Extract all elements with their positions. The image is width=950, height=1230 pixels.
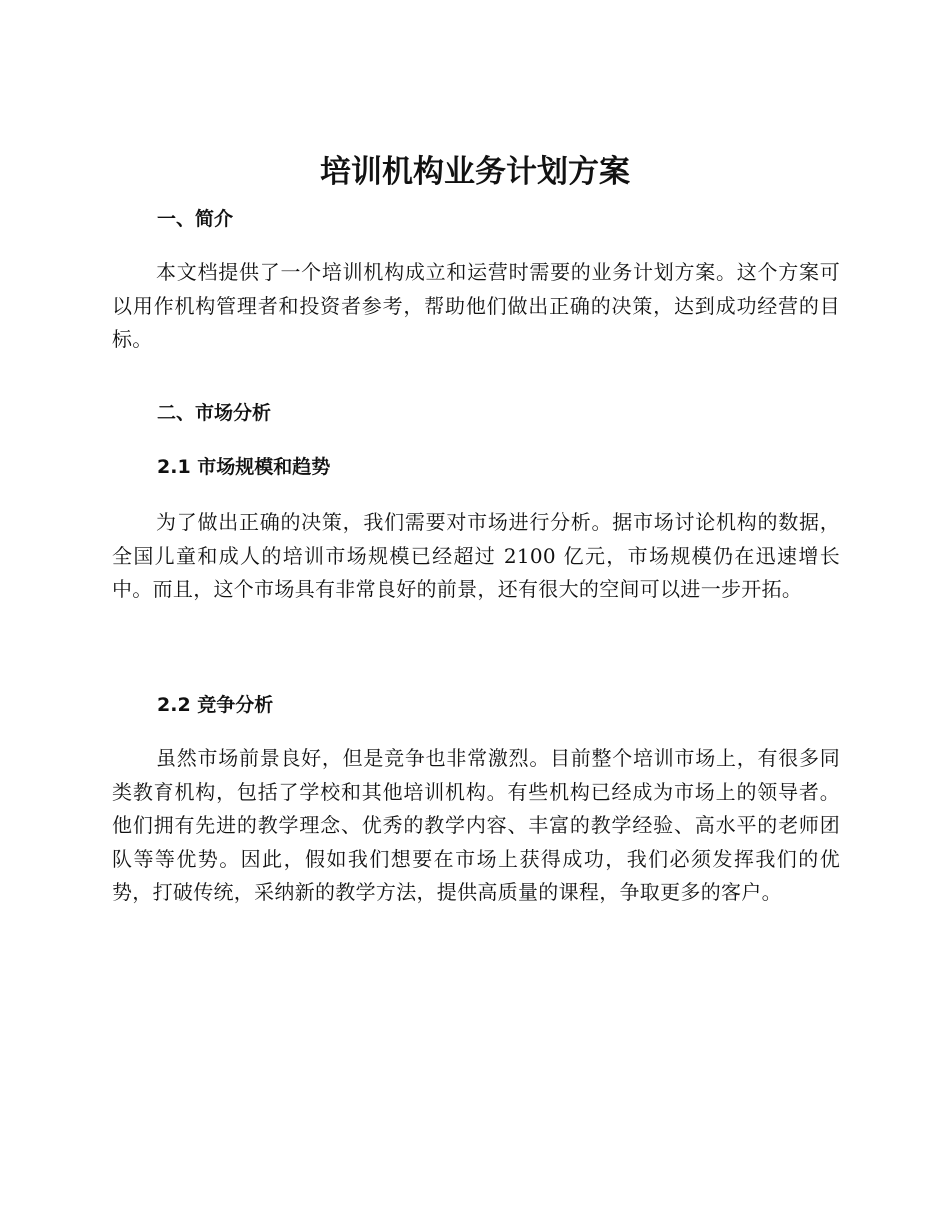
paragraph-market-size: 为了做出正确的决策，我们需要对市场进行分析。据市场讨论机构的数据，全国儿童和成人的培训市场规模已经超过 2100 亿元，市场规模仍在迅速增长中。而且，这个市场具有非常良好的前景，还有很大的空间可以进一步开拓。 — [112, 510, 840, 601]
subsection-heading-competition: 2.2 竞争分析 — [157, 694, 274, 716]
section-heading-intro: 一、简介 — [157, 208, 234, 230]
paragraph-competition: 虽然市场前景良好，但是竞争也非常激烈。目前整个培训市场上，有很多同类教育机构，包括了学校和其他培训机构。有些机构已经成为市场上的领导者。他们拥有先进的教学理念、优秀的教学内容、丰富的教学经验、高水平的老师团队等等优势。因此，假如我们想要在市场上获得成功，我们必须发挥我们的优势，打破传统，采纳新的教学方法，提供高质量的课程，争取更多的客户。 — [112, 746, 840, 904]
paragraph-intro: 本文档提供了一个培训机构成立和运营时需要的业务计划方案。这个方案可以用作机构管理者和投资者参考，帮助他们做出正确的决策，达到成功经营的目标。 — [112, 260, 840, 351]
subsection-heading-market-size: 2.1 市场规模和趋势 — [157, 456, 331, 478]
document-title: 培训机构业务计划方案 — [320, 154, 630, 190]
section-heading-market: 二、市场分析 — [157, 402, 272, 424]
